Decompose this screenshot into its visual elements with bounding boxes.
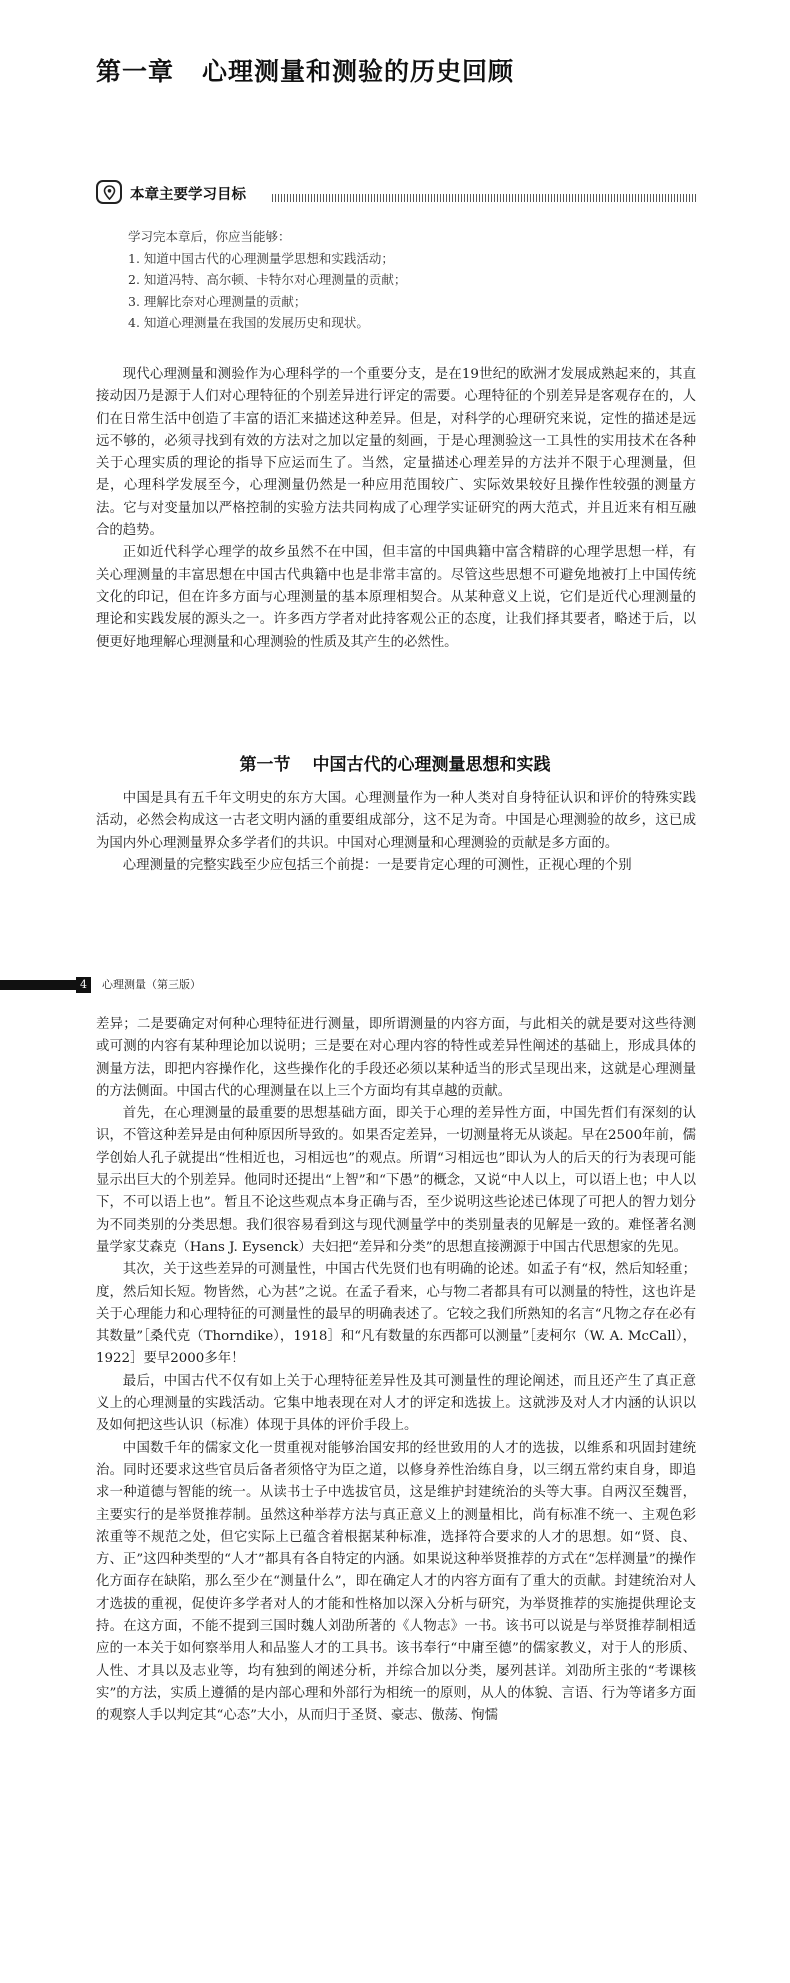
paragraph: 现代心理测量和测验作为心理科学的一个重要分支，是在19世纪的欧洲才发展成熟起来的，其直接动因乃是源于人们对心理特征的个别差异进行评定的需要。心理特征的个别差异是客观存在的，人们在日常生活中创造了丰富的语汇来描述这种差异。但是，对科学的心理研究来说，定性的描述是远远不够的，必须寻找到有效的方法对之加以定量的刻画，于是心理测验这一工具性的实用技术在各种关于心理实质的理论的指导下应运而生了。当然，定量描述心理差异的方法并不限于心理测量，但是，心理科学发展至今，心理测量仍然是一种应用范围较广、实际效果较好且操作性较强的测量方法。它与对变量加以严格控制的实验方法共同构成了心理学实证研究的两大范式，并且近来有相互融合的趋势。: [96, 367, 696, 539]
objective-item: 3. 理解比奈对心理测量的贡献；: [128, 293, 307, 309]
section-number: 第一节: [239, 755, 291, 775]
chapter-number: 第一章: [96, 57, 175, 86]
section-title: [0, 750, 790, 775]
chapter-title-text: 心理测量和测验的历史回顾: [202, 57, 515, 86]
paragraph: 其次，关于这些差异的可测量性，中国古代先贤们也有明确的论述。如孟子有“权，然后知轻重；度，然后知长短。物皆然，心为甚”之说。在孟子看来，心与物二者都具有可以测量的特性，这也许是关于心理能力和心理特征的可测量性的最早的明确表述了。它较之我们所熟知的名言“凡物之存在必有其数量”［桑代克（Thorndike），1918］和“凡有数量的东西都可以测量”［麦柯尔（W. A. McCall），1922］要早2000多年！: [96, 1262, 696, 1367]
objectives-list: [128, 226, 688, 334]
paragraph: 中国是具有五千年文明史的东方大国。心理测量作为一种人类对自身特征认识和评价的特殊实践活动，必然会构成这一古老文明内涵的重要组成部分，这不足为奇。中国是心理测验的故乡，这已成为国内外心理测量界众多学者们的共识。中国对心理测量和心理测验的贡献是多方面的。: [96, 791, 696, 851]
objective-item: 1. 知道中国古代的心理测量学思想和实践活动；: [128, 250, 394, 266]
paragraph: 首先，在心理测量的最重要的思想基础方面，即关于心理的差异性方面，中国先哲们有深刻的认识，不管这种差异是由何种原因所导致的。如果否定差异，一切测量将无从谈起。早在2500年前，儒学创始人孔子就提出“性相近也，习相远也”的观点。所谓“习相远也”即认为人的后天的行为表现可能显示出巨大的个别差异。他同时还提出“上智”和“下愚”的概念，又说“中人以上，可以语上也；中人以下，不可以语上也”。暂且不论这些观点本身正确与否，至少说明这些论述已体现了可把人的智力划分为不同类别的分类思想。我们很容易看到这与现代测量学中的类别量表的见解是一致的。难怪著名测量学家艾森克（Hans J. Eysenck）夫妇把“差异和分类”的思想直接溯源于中国古代思想家的先见。: [96, 1106, 696, 1255]
objectives-header: [96, 180, 696, 208]
running-title: 心理测量（第三版）: [102, 978, 201, 991]
page-number: 4: [76, 977, 91, 993]
paragraph: 心理测量的完整实践至少应包括三个前提：一是要肯定心理的可测性，正视心理的个别: [122, 857, 632, 873]
paragraph: 差异；二是要确定对何种心理特征进行测量，即所谓测量的内容方面，与此相关的就是要对这些待测或可测的内容有某种理论加以说明；三是要在对心理内容的特性或差异性阐述的基础上，形成具体的测量方法，即把内容操作化，这些操作化的手段还必须以某种适当的形式呈现出来，这就是心理测量的方法侧面。中国古代的心理测量在以上三个方面均有其卓越的贡献。: [96, 1017, 696, 1099]
objective-item: 4. 知道心理测量在我国的发展历史和现状。: [128, 315, 369, 330]
page-header-bar: [0, 980, 76, 990]
chapter-title: [96, 52, 514, 88]
objective-item: 2. 知道冯特、高尔顿、卡特尔对心理测量的贡献；: [128, 272, 407, 287]
paragraph: 正如近代科学心理学的故乡虽然不在中国，但丰富的中国典籍中富含精辟的心理学思想一样，有关心理测量的丰富思想在中国古代典籍中也是非常丰富的。尽管这些思想不可避免地被打上中国传统文化的印记，但在许多方面与心理测量的基本原理相契合。从某种意义上说，它们是近代心理测量的理论和实践发展的源头之一。许多西方学者对此持客观公正的态度，让我们择其要者，略述于后，以便更好地理解心理测量和心理测验的性质及其产生的必然性。: [96, 545, 696, 650]
objectives-intro: 学习完本章后，你应当能够：: [128, 229, 291, 244]
continued-text: [96, 1014, 696, 1728]
paragraph: 中国数千年的儒家文化一贯重视对能够治国安邦的经世致用的人才的选拔，以维系和巩固封建统治。同时还要求这些官员后备者须恪守为臣之道，以修身养性治练自身，以三纲五常约束自身，即追求一种道德与智能的统一。从读书士子中选拔官员，这是维护封建统治的头等大事。自两汉至魏晋，主要实行的是举贤推荐制。虽然这种举荐方法与真正意义上的测量相比，尚有标准不统一、主观色彩浓重等不规范之处，但它实际上已蕴含着根据某种标准，选择符合要求的人才的思想。如“贤、良、方、正”这四种类型的“人才”都具有各自特定的内涵。如果说这种举贤推荐的方式在“怎样测量”的操作化方面存在缺陷，那么至少在“测量什么”，即在确定人才的内容方面有了重大的贡献。封建统治对人才选拔的重视，促使许多学者对人的才能和性格加以深入分析与研究，为举贤推荐的实施提供理论支持。在这方面，不能不提到三国时魏人刘劭所著的《人物志》一书。该书可以说是与举贤推荐制相适应的一本关于如何察举用人和品鉴人才的工具书。该书奉行“中庸至德”的儒家教义，对于人的形质、人性、才具以及志业等，均有独到的阐述分析，并综合加以分类，屡列甚详。刘劭所主张的“考课核实”的方法，实质上遵循的是内部心理和外部行为相统一的原则，从人的体貌、言语、行为等诸多方面的观察人手以判定其“心态”大小，从而归于圣贤、豪志、傲荡、恂懦: [96, 1440, 696, 1724]
intro-text: [96, 364, 696, 654]
section-title-text: 中国古代的心理测量思想和实践: [312, 755, 551, 775]
page-header: [0, 977, 790, 993]
dotted-rule: [272, 194, 696, 202]
location-pin-icon: [96, 180, 122, 204]
objectives-heading: 本章主要学习目标: [130, 186, 246, 203]
paragraph: 最后，中国古代不仅有如上关于心理特征差异性及其可测量性的理论阐述，而且还产生了真正意义上的心理测量的实践活动。它集中地表现在对人才的评定和选拔上。这就涉及对人才内涵的认识以及如何把这些认识（标准）体现于具体的评价手段上。: [96, 1373, 696, 1434]
section-text: [96, 788, 696, 877]
